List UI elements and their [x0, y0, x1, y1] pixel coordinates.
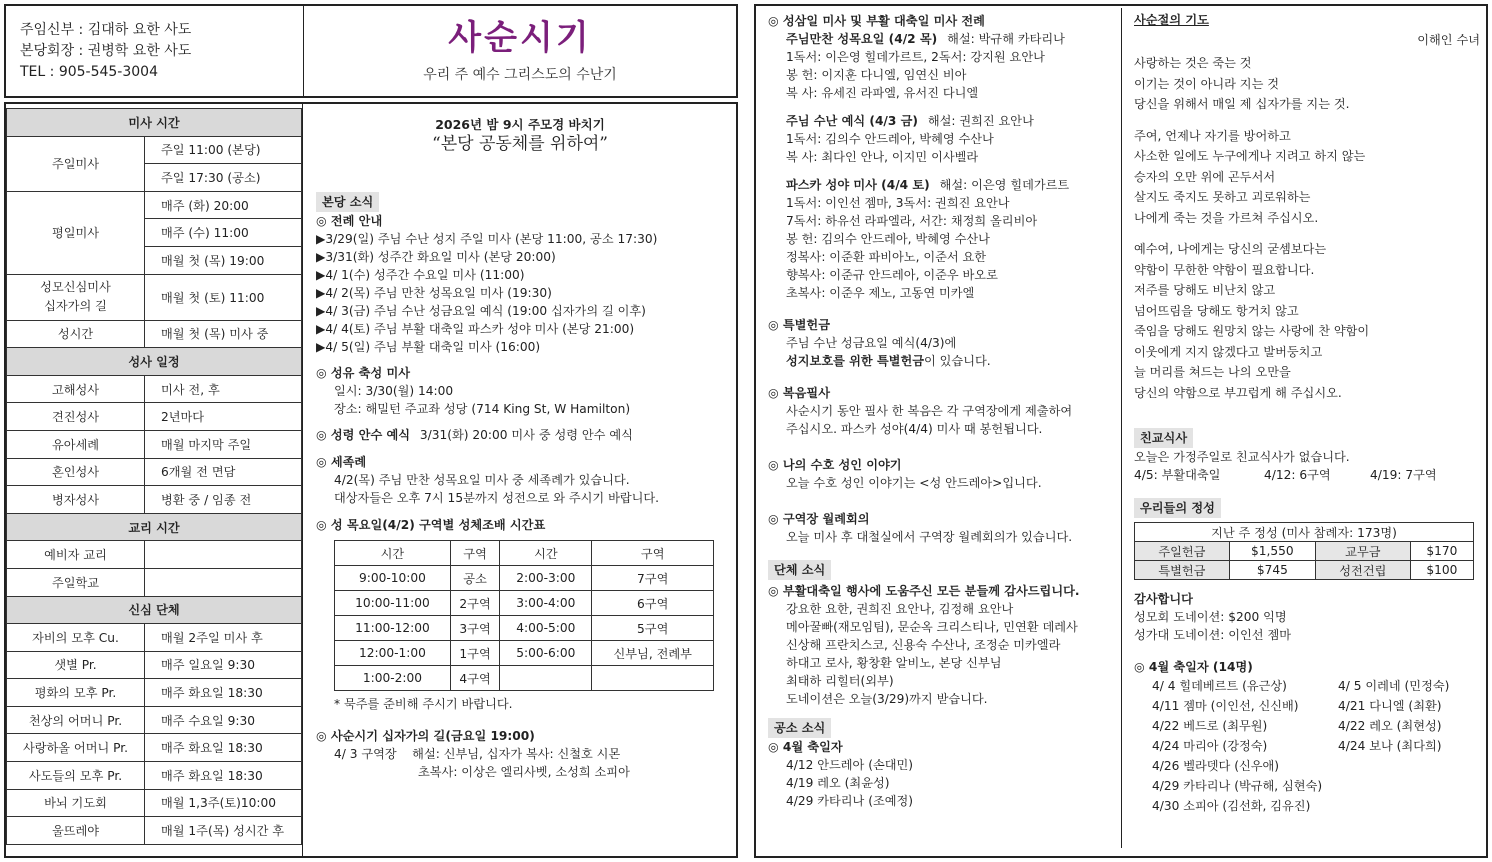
schedule-row [7, 706, 302, 734]
thursday-title: 주님만찬 성목요일 (4/2 목) [786, 32, 938, 46]
page-subtitle: 우리 주 예수 그리스도의 수난기 [423, 67, 617, 83]
prayer-campaign [306, 116, 734, 155]
schedule-row [7, 734, 302, 762]
adoration-header-row [335, 541, 714, 566]
donation-heading: 감사합니다 [1134, 592, 1193, 606]
schedule-item-name [7, 817, 145, 845]
liturgy-heading: ◎ 전례 안내 [316, 214, 383, 228]
special-offering-purpose: 성지보호를 위한 특별헌금 [786, 354, 924, 368]
schedule-item-value: 매월 마지막 주일 [145, 430, 302, 458]
schedule-row [7, 486, 302, 514]
liturgy-list [316, 230, 728, 356]
adoration-cell: 10:00-11:00 [335, 591, 451, 616]
schedule-row [7, 789, 302, 817]
schedule-item-name [7, 624, 145, 652]
schedule-row [7, 403, 302, 431]
spirit-rite-heading: ◎ 성령 안수 예식 [316, 428, 411, 442]
schedule-item-name [7, 568, 145, 596]
adoration-cell: 7구역 [592, 566, 714, 591]
schedule-row [7, 458, 302, 486]
special-offering-line-2 [768, 352, 1118, 370]
offering-row [1135, 561, 1474, 580]
foot-washing-line: 4/2(목) 주님 만찬 성목요일 미사 중 세족례가 있습니다. [334, 473, 630, 487]
schedule-item-name [7, 679, 145, 707]
poem-line: 저주를 당해도 비난치 않고 [1134, 283, 1276, 297]
schedule-item-value: 매월 1주(목) 성시간 후 [145, 817, 302, 845]
adoration-row [335, 616, 714, 641]
schedule-item-name-line: 유아세례 [51, 437, 100, 452]
patron-story-heading: ◎ 나의 수호 성인 이야기 [768, 458, 902, 472]
adoration-cell: 5구역 [592, 616, 714, 641]
schedule-item-value: 매주 수요일 9:30 [145, 706, 302, 734]
offering-cell: 특별헌금 [1135, 561, 1230, 580]
schedule-item-name-line: 성시간 [57, 327, 94, 342]
liturgy-item: ▶4/ 5(일) 주님 부활 대축일 미사 (16:00) [316, 340, 541, 354]
chrism-mass-line: 장소: 해밀턴 주교좌 성당 (714 King St, W Hamilton) [334, 402, 631, 416]
adoration-cell [592, 666, 714, 691]
poem-stanza [1134, 53, 1480, 115]
schedule-item-value: 매월 첫 (목) 미사 중 [145, 320, 302, 348]
offering-caption-row [1135, 523, 1474, 542]
friday-role: 1독서: 김의수 안드레아, 박혜영 수산나 [786, 132, 994, 146]
april-feast-item: 4/29 카타리나 (박규해, 심현숙) [1152, 779, 1323, 793]
april-feast-row [1152, 736, 1480, 756]
schedule-section-row [7, 109, 302, 137]
mission-feast-item: 4/12 안드레아 (손대민) [786, 758, 914, 772]
stations-heading: ◎ 사순시기 십자가의 길(금요일 19:00) [316, 729, 535, 743]
schedule-row [7, 191, 302, 219]
schedule-row [7, 817, 302, 845]
schedule-item-name-line: 바뇌 기도회 [44, 796, 107, 811]
group-news-tag: 단체 소식 [768, 560, 831, 580]
april-feast-item: 4/ 4 힐데베르트 (유근상) [1152, 679, 1287, 693]
thanks-line: 메아꿀빠(재모임팀), 문순옥 크리스티나, 민연환 데레사 [786, 620, 1078, 634]
friday-title: 주님 수난 예식 (4/3 금) [786, 114, 918, 128]
thanks-line: 하대고 로사, 황창환 알비노, 본당 신부님 [786, 656, 1002, 670]
april-feast-heading: ◎ 4월 축일자 (14명) [1134, 660, 1253, 674]
schedule-item-value: 주일 11:00 (본당) [145, 136, 302, 164]
vigil-title: 파스카 성야 미사 (4/4 토) [786, 178, 930, 192]
chrism-mass-details [316, 382, 728, 418]
priest-name: 주임신부 : 김대하 요한 사도 [20, 22, 192, 38]
offering-cell: $170 [1410, 542, 1473, 561]
triduum-heading: ◎ 성삼일 미사 및 부활 대축일 미사 전례 [768, 14, 985, 28]
adoration-cell: 2:00-3:00 [500, 566, 592, 591]
poem-line: 죽임을 당해도 원망치 않는 사랑에 찬 약함이 [1134, 324, 1370, 338]
schedule-section-title: 성사 일정 [7, 348, 302, 376]
april-feast-list [1134, 676, 1480, 816]
district-meeting-line: 오늘 미사 후 대철실에서 구역장 월례회의가 있습니다. [786, 530, 1073, 544]
adoration-note: * 묵주를 준비해 주시기 바랍니다. [334, 697, 513, 711]
schedule-item-name [7, 762, 145, 790]
header-box [4, 4, 738, 98]
schedule-item-value: 주일 17:30 (공소) [145, 164, 302, 192]
mission-feast-item: 4/19 레오 (최윤성) [786, 776, 890, 790]
schedule-item-name-line: 십자가의 길 [44, 299, 107, 314]
schedule-item-value [145, 568, 302, 596]
schedule-table [6, 108, 302, 845]
schedule-item-name [7, 458, 145, 486]
vigil-role: 봉 헌: 김의수 안드레아, 박혜영 수산나 [786, 232, 990, 246]
fellowship-line: 오늘은 가정주일로 친교식사가 없습니다. [1134, 450, 1350, 464]
adoration-cell: 12:00-1:00 [335, 641, 451, 666]
poem-line: 당신을 위해서 매일 제 십자가를 지는 것. [1134, 97, 1350, 111]
poem-line: 약함이 무한한 약함이 필요합니다. [1134, 262, 1315, 277]
schedule-row [7, 541, 302, 569]
fellowship-date-2: 4/12: 6구역 [1264, 468, 1331, 482]
page-title: 사순시기 [448, 18, 592, 58]
schedule-item-value: 매주 화요일 18:30 [145, 762, 302, 790]
adoration-cell: 5:00-6:00 [500, 641, 592, 666]
april-feast-item: 4/22 베드로 (최무원) [1152, 719, 1268, 733]
thanks-line: 강요한 요한, 권희진 요안나, 김정해 요안나 [786, 602, 1014, 616]
schedule-row [7, 375, 302, 403]
adoration-cell: 1구역 [450, 641, 499, 666]
foot-washing-details [316, 471, 728, 507]
schedule-item-name-line: 주일미사 [51, 157, 100, 172]
schedule-item-name-line: 샛별 Pr. [54, 658, 97, 673]
schedule-item-name-line: 성모신심미사 [40, 280, 111, 295]
right-divider [1121, 8, 1122, 848]
liturgy-item: ▶4/ 2(목) 주님 만찬 성목요일 미사 (19:30) [316, 286, 552, 300]
poem-line: 늘 머리를 쳐드는 나의 오만을 [1134, 365, 1291, 379]
schedule-item-name [7, 320, 145, 348]
poem-line: 이웃에게 지지 않겠다고 발버둥치고 [1134, 344, 1323, 359]
prayer-campaign-title: 2026년 밤 9시 주모경 바치기 [435, 117, 605, 132]
april-feast-item: 4/ 5 이레네 (민정숙) [1338, 679, 1450, 693]
poem-line: 나에게 죽는 것을 가르쳐 주십시오. [1134, 210, 1319, 225]
schedule-item-name [7, 486, 145, 514]
spirit-rite [316, 426, 728, 444]
april-feast-item: 4/26 벨라뎃다 (신우애) [1152, 759, 1280, 773]
middle-column [316, 192, 728, 781]
parish-tel: TEL : 905-545-3004 [20, 64, 158, 80]
fellowship-tag: 친교식사 [1134, 428, 1193, 448]
adoration-cell: 3구역 [450, 616, 499, 641]
poem-line: 넘어뜨림을 당해도 항거치 않고 [1134, 303, 1299, 318]
adoration-row [335, 641, 714, 666]
adoration-cell: 6구역 [592, 591, 714, 616]
gospel-copy-heading: ◎ 복음필사 [768, 386, 830, 400]
gospel-copy-line: 사순시기 동안 필사 한 복음은 각 구역장에게 제출하여 [786, 404, 1073, 418]
vigil-roles [768, 194, 1118, 302]
adoration-header-cell: 시간 [500, 541, 592, 566]
thanks-line: 최태하 리힐터(외부) [786, 674, 894, 688]
adoration-cell: 9:00-10:00 [335, 566, 451, 591]
chrism-mass-line: 일시: 3/30(월) 14:00 [334, 384, 454, 398]
thanks-line: 신상해 프란치스코, 신용숙 수산나, 조정순 미카엘라 [786, 638, 1061, 652]
poem-stanza [1134, 126, 1480, 229]
schedule-section-row [7, 513, 302, 541]
middle-divider [302, 104, 303, 856]
schedule-row [7, 679, 302, 707]
schedule-row [7, 624, 302, 652]
schedule-item-value: 매주 화요일 18:30 [145, 679, 302, 707]
schedule-row [7, 762, 302, 790]
schedule-item-name [7, 734, 145, 762]
schedule-item-name-line: 사도들의 모후 Pr. [28, 768, 123, 783]
friday-title-line [768, 112, 1118, 130]
poem-line: 당신의 약함으로 부끄럽게 해 주십시오. [1134, 385, 1342, 400]
friday-commentator: 해설: 권희진 요안나 [927, 114, 1034, 128]
april-feast-row [1152, 696, 1480, 716]
poem-line: 이기는 것이 아니라 지는 것 [1134, 76, 1280, 91]
schedule-item-value: 매주 화요일 18:30 [145, 734, 302, 762]
offering-cell: 교무금 [1315, 542, 1410, 561]
schedule-row [7, 651, 302, 679]
liturgy-item: ▶4/ 4(토) 주님 부활 대축일 파스카 성야 미사 (본당 21:00) [316, 322, 635, 336]
header-info [20, 20, 191, 83]
stations-line-2: 초복사: 이상은 엘리사벳, 소성희 소피아 [418, 765, 630, 779]
poem-line: 살지도 죽지도 못하고 괴로워하는 [1134, 190, 1311, 204]
offering-table [1134, 522, 1474, 580]
schedule-row [7, 568, 302, 596]
schedule-item-value: 매주 일요일 9:30 [145, 651, 302, 679]
schedule-row [7, 320, 302, 348]
poem-line: 사랑하는 것은 죽는 것 [1134, 56, 1252, 70]
vigil-role: 정복사: 이준환 파비아노, 이준서 요한 [786, 250, 987, 264]
april-feast-item: 4/30 소피아 (김선화, 김유진) [1152, 799, 1311, 813]
mission-feast-list [768, 756, 1118, 810]
schedule-item-name [7, 541, 145, 569]
offering-cell: $100 [1410, 561, 1473, 580]
prayer-campaign-sub: “본당 공동체를 위하여” [432, 134, 608, 154]
adoration-cell: 3:00-4:00 [500, 591, 592, 616]
schedule-item-name-line: 혼인성사 [51, 465, 100, 480]
president-name: 본당회장 : 권병학 요한 사도 [20, 43, 192, 59]
schedule-item-name-line: 천상의 어머니 Pr. [28, 713, 123, 728]
thanks-line: 도네이션은 오늘(3/29)까지 받습니다. [786, 692, 988, 706]
poem-stanza [1134, 239, 1480, 403]
thanks-heading: ◎ 부활대축일 행사에 도움주신 모든 분들께 감사드립니다. [768, 584, 1080, 598]
offering-caption: 지난 주 정성 (미사 참례자: 173명) [1135, 523, 1474, 542]
offering-cell: $745 [1229, 561, 1315, 580]
schedule-item-value: 병환 중 / 임종 전 [145, 486, 302, 514]
schedule-item-name-line: 견진성사 [51, 410, 100, 425]
prayer-author: 이해인 수녀 [1417, 33, 1480, 47]
poem-line: 승자의 오만 위에 곤두서서 [1134, 169, 1276, 184]
schedule-item-name [7, 651, 145, 679]
mission-feast-item: 4/29 카타리나 (조예정) [786, 794, 914, 808]
patron-story-line: 오늘 수호 성인 이야기는 <성 안드레아>입니다. [786, 476, 1042, 490]
adoration-heading: ◎ 성 목요일(4/2) 구역별 성체조배 시간표 [316, 518, 546, 532]
schedule-item-name-line: 자비의 모후 Cu. [32, 630, 119, 645]
right-left-column [768, 12, 1118, 810]
schedule-item-name [7, 706, 145, 734]
schedule-item-value [145, 541, 302, 569]
schedule-item-name [7, 274, 145, 320]
donation-line-2: 성가대 도네이션: 이인선 젬마 [1134, 628, 1292, 642]
offering-cell: $1,550 [1229, 542, 1315, 561]
schedule-item-value: 매월 첫 (토) 11:00 [145, 274, 302, 320]
adoration-row [335, 591, 714, 616]
schedule-item-name-line: 예비자 교리 [44, 548, 107, 563]
schedule-row [7, 274, 302, 320]
special-offering-line-1: 주님 수난 성금요일 예식(4/3)에 [786, 336, 957, 350]
mission-news-tag: 공소 소식 [768, 718, 831, 738]
vigil-role: 7독서: 하유선 라파엘라, 서간: 채정희 올리비아 [786, 214, 1038, 228]
gospel-copy-details [768, 402, 1118, 438]
stations-line-1: 4/ 3 구역장 해설: 신부님, 십자가 복사: 신철호 시몬 [334, 747, 621, 761]
vigil-title-line [768, 176, 1118, 194]
adoration-cell: 2구역 [450, 591, 499, 616]
schedule-item-name-line: 병자성사 [51, 492, 100, 507]
lent-prayer-poem [1134, 53, 1480, 403]
schedule-item-name [7, 136, 145, 191]
offering-row [1135, 542, 1474, 561]
april-feast-item: 4/24 마리아 (강정숙) [1152, 739, 1268, 753]
friday-roles [768, 130, 1118, 166]
fellowship-dates [1134, 466, 1480, 484]
thursday-role: 복 사: 유세진 라파엘, 유서진 다니엘 [786, 86, 979, 100]
foot-washing-line: 대상자들은 오후 7시 15분까지 성전으로 와 주시기 바랍니다. [334, 491, 660, 505]
gospel-copy-line: 주십시오. 파스카 성야(4/4) 미사 때 봉헌됩니다. [786, 422, 1043, 436]
adoration-cell: 공소 [450, 566, 499, 591]
spirit-rite-text: 3/31(화) 20:00 미사 중 성령 안수 예식 [419, 428, 633, 442]
thanks-details [768, 600, 1118, 708]
schedule-row [7, 430, 302, 458]
schedule-item-value: 매주 (화) 20:00 [145, 191, 302, 219]
schedule-section-title: 교리 시간 [7, 513, 302, 541]
schedule-item-name-line: 평화의 모후 Pr. [34, 686, 117, 701]
vigil-role: 1독서: 이인선 젬마, 3독서: 권희진 요안나 [786, 196, 1010, 210]
thursday-role: 봉 헌: 이지훈 다니엘, 임연신 비아 [786, 68, 967, 82]
poem-line: 사소한 일에도 누구에게나 지려고 하지 않는 [1134, 149, 1366, 163]
mission-feast-heading: ◎ 4월 축일자 [768, 740, 843, 754]
adoration-header-cell: 시간 [335, 541, 451, 566]
fellowship-date-1: 4/5: 부활대축일 [1134, 468, 1221, 482]
april-feast-item: 4/22 레오 (최현성) [1338, 719, 1442, 733]
liturgy-item: ▶3/29(일) 주님 수난 성지 주일 미사 (본당 11:00, 공소 17:30) [316, 232, 658, 246]
schedule-section-title: 미사 시간 [7, 109, 302, 137]
thursday-role: 1독서: 이은영 힐데가르트, 2독서: 강지원 요안나 [786, 50, 1045, 64]
schedule-item-name-line: 고해성사 [51, 382, 100, 397]
schedule-table-wrap [6, 108, 302, 845]
foot-washing-heading: ◎ 세족례 [316, 455, 367, 469]
schedule-item-value: 미사 전, 후 [145, 375, 302, 403]
schedule-item-value: 매주 (수) 11:00 [145, 219, 302, 247]
vigil-role: 초복사: 이준우 제노, 고동연 미카엘 [786, 286, 975, 300]
thursday-title-line [768, 30, 1118, 48]
adoration-row [335, 566, 714, 591]
vigil-commentator: 해설: 이은영 힐데가르트 [939, 178, 1070, 192]
adoration-header-cell: 구역 [592, 541, 714, 566]
liturgy-item: ▶4/ 1(수) 성주간 수요일 미사 (11:00) [316, 268, 525, 282]
schedule-item-name [7, 403, 145, 431]
adoration-cell: 신부님, 전례부 [592, 641, 714, 666]
schedule-section-row [7, 596, 302, 624]
special-offering-rest: 이 있습니다. [924, 354, 991, 368]
april-feast-item: 4/24 보나 (최다희) [1338, 739, 1442, 753]
schedule-item-value: 매월 2주일 미사 후 [145, 624, 302, 652]
special-offering-heading: ◎ 특별헌금 [768, 318, 830, 332]
adoration-header-cell: 구역 [450, 541, 499, 566]
offering-cell: 주일헌금 [1135, 542, 1230, 561]
poem-line: 예수여, 나에게는 당신의 굳셈보다는 [1134, 242, 1327, 256]
schedule-item-value: 매월 첫 (목) 19:00 [145, 246, 302, 274]
april-feast-row [1152, 716, 1480, 736]
schedule-section-row [7, 348, 302, 376]
vigil-role: 향복사: 이준규 안드레아, 이준우 바오로 [786, 268, 998, 282]
april-feast-row [1152, 676, 1480, 696]
friday-role: 복 사: 최다인 안나, 이지민 이사벨라 [786, 150, 979, 164]
right-right-column [1134, 10, 1480, 816]
adoration-cell: 4구역 [450, 666, 499, 691]
chrism-mass-heading: ◎ 성유 축성 미사 [316, 366, 411, 380]
thursday-roles [768, 48, 1118, 102]
adoration-cell [500, 666, 592, 691]
thursday-commentator: 해설: 박규해 카타리나 [947, 32, 1065, 46]
schedule-row [7, 136, 302, 164]
parish-news-tag: 본당 소식 [316, 192, 379, 212]
adoration-cell: 1:00-2:00 [335, 666, 451, 691]
lent-prayer-tag: 사순절의 기도 [1134, 13, 1209, 27]
adoration-table [334, 540, 714, 691]
schedule-item-name [7, 789, 145, 817]
schedule-item-name-line: 주일학교 [51, 575, 100, 590]
april-feast-item: 4/21 다니엘 (최환) [1338, 699, 1442, 713]
adoration-cell: 4:00-5:00 [500, 616, 592, 641]
adoration-cell: 11:00-12:00 [335, 616, 451, 641]
donation-line-1: 성모회 도네이션: $200 익명 [1134, 610, 1287, 624]
district-meeting-heading: ◎ 구역장 월례회의 [768, 512, 870, 526]
schedule-item-name [7, 191, 145, 274]
schedule-item-name-line: 평일미사 [51, 226, 100, 241]
schedule-item-name-line: 사랑하올 어머니 Pr. [22, 741, 129, 756]
liturgy-item: ▶3/31(화) 성주간 화요일 미사 (본당 20:00) [316, 250, 556, 264]
schedule-item-name [7, 430, 145, 458]
schedule-item-value: 6개월 전 면담 [145, 458, 302, 486]
liturgy-item: ▶4/ 3(금) 주님 수난 성금요일 예식 (19:00 십자가의 길 이후) [316, 304, 646, 318]
schedule-item-name-line: 울뜨레야 [51, 824, 100, 839]
poem-line: 주여, 언제나 자기를 방어하고 [1134, 128, 1291, 143]
schedule-item-value: 매월 1,3주(토)10:00 [145, 789, 302, 817]
schedule-item-value: 2년마다 [145, 403, 302, 431]
april-feast-item: 4/11 젬마 (이인선, 신신배) [1152, 699, 1299, 713]
schedule-section-title: 신심 단체 [7, 596, 302, 624]
schedule-item-name [7, 375, 145, 403]
offering-tag: 우리들의 정성 [1134, 498, 1221, 518]
offering-cell: 성전건립 [1315, 561, 1410, 580]
adoration-row [335, 666, 714, 691]
fellowship-date-3: 4/19: 7구역 [1370, 468, 1437, 482]
